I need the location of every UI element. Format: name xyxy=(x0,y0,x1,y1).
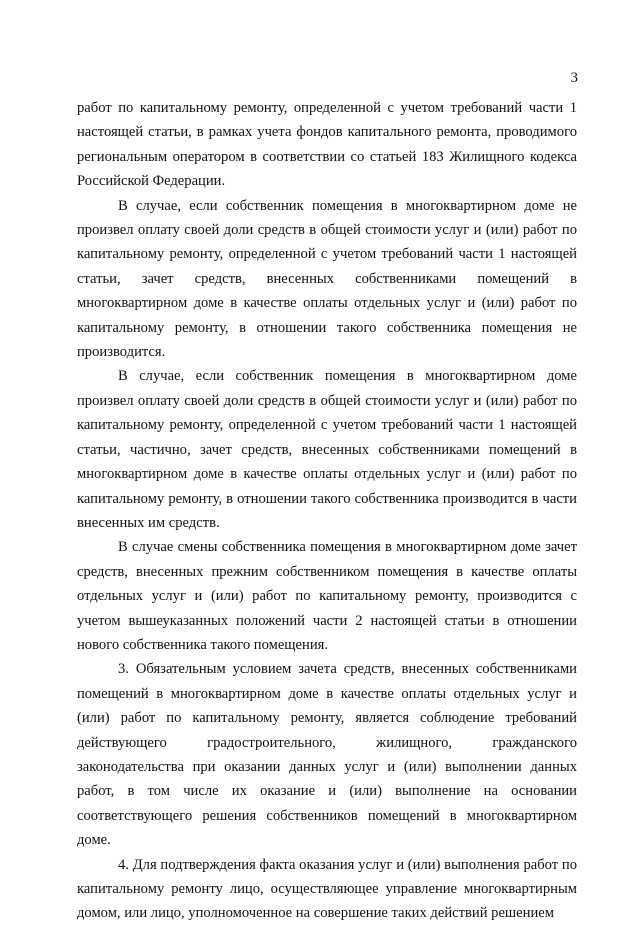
paragraph-item-4: 4. Для подтверждения факта оказания услуг и (или) выполнения работ по капитальному ремонту лицо, осуществляющее управление многоквартирным домом, или лицо, уполномоченное на совершение таких действий решением xyxy=(77,856,577,922)
page-number: 3 xyxy=(570,70,578,86)
paragraph-continuation: работ по капитальному ремонту, определенной с учетом требований части 1 настоящей статьи, в рамках учета фондов капитального ремонта, проводимого региональным оператором в соответствии со статьей 183 Жилищного кодекса Российской Федерации. xyxy=(77,100,577,190)
paragraph-item-3: 3. Обязательным условием зачета средств, внесенных собственниками помещений в многоквартирном доме в качестве оплаты отдельных услуг и (или) работ по капитальному ремонту, является соблюдение требований действующего градостроительного, жилищного, гражданского законодательства при оказании данных услуг и (или) выполнении данных работ, в том числе их оказание и (или) выполнение на основании соответствующего решения собственников помещений в многоквартирном доме. xyxy=(77,661,577,849)
paragraph-partial-payment: В случае, если собственник помещения в многоквартирном доме произвел оплату своей доли средств в общей стоимости услуг и (или) работ по капитальному ремонту, определенной с учетом требований части 1 настоящей статьи, частично, зачет средств, внесенных собственниками помещений в многоквартирном доме в качестве оплаты отдельных услуг и (или) работ по капитальному ремонту, в отношении такого собственника производится в части внесенных им средств. xyxy=(77,368,577,531)
document-body xyxy=(77,96,577,926)
paragraph-unpaid-share: В случае, если собственник помещения в многоквартирном доме не произвел оплату своей доли средств в общей стоимости услуг и (или) работ по капитальному ремонту, определенной с учетом требований части 1 настоящей статьи, зачет средств, внесенных собственниками помещений в многоквартирном доме в качестве оплаты отдельных услуг и (или) работ по капитальному ремонту, в отношении такого собственника помещения не производится. xyxy=(77,197,577,361)
paragraph-owner-change: В случае смены собственника помещения в многоквартирном доме зачет средств, внесенных прежним собственником помещения в качестве оплаты отдельных услуг и (или) работ по капитальному ремонту, производится с учетом вышеуказанных положений части 2 настоящей статьи в отношении нового собственника такого помещения. xyxy=(77,539,577,653)
